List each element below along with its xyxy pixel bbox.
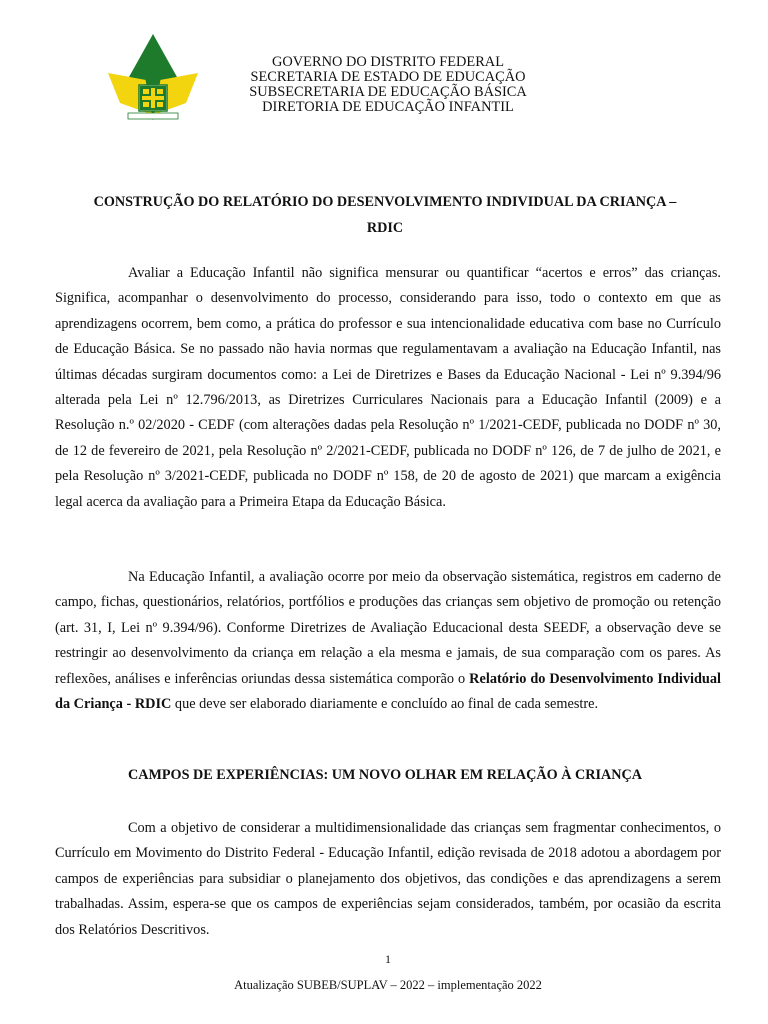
paragraph-2-text-after: que deve ser elaborado diariamente e concluído ao final de cada semestre. [171, 696, 599, 713]
document-title [55, 189, 715, 241]
paragraph-1-text: Avaliar a Educação Infantil não significa mensurar ou quantificar “acertos e erros” das crianças. Significa, acompanhar o desenvolvimento do processo, considerando para isso, todo o contexto em que as aprendizagens ocorrem, bem como, a prática do professor e sua intencionalidade educativa com base no Currículo de Educação Básica. Se no passado não havia normas que regulamentavam a avaliação na Educação Infantil, nas últimas décadas surgiram documentos como: a Lei de Diretrizes e Bases da Educação Nacional - Lei nº 9.394/96 alterada pela Lei nº 12.796/2013, as Diretrizes Curriculares Nacionais para a Educação Infantil (2009) e a Resolução n.º 02/2020 - CEDF (com alterações dadas pela Resolução nº 1/2021-CEDF, publicada no DODF nº 30, de 12 de fevereiro de 2021, pela Resolução nº 2/2021-CEDF, publicada no DODF nº 126, de 7 de julho de 2021, e pela Resolução nº 3/2021-CEDF, publicada no DODF nº 158, de 20 de agosto de 2021) que marcam a exigência legal acerca da avaliação para a Primeira Etapa da Educação Básica. [55, 265, 721, 510]
page-footer: Atualização SUBEB/SUPLAV – 2022 – implementação 2022 [234, 978, 542, 992]
page-number: 1 [385, 952, 391, 966]
rdic-bold-term: Relatório do Desenvolvimento Individual da Criança - RDIC [55, 670, 722, 713]
paragraph-3-text: Com a objetivo de considerar a multidimensionalidade das crianças sem fragmentar conhecimentos, o Currículo em Movimento do Distrito Federal - Educação Infantil, edição revisada de 2018 adotou a abordagem por campos de experiências para subsidiar o planejamento dos objetivos, das condições e das aprendizagens a serem trabalhadas. Assim, espera-se que os campos de experiências sejam considerados, também, por ocasião da escrita dos Relatórios Descritivos. [55, 820, 721, 938]
federal-district-emblem-icon [106, 33, 200, 121]
section-heading: CAMPOS DE EXPERIÊNCIAS: UM NOVO OLHAR EM RELAÇÃO À CRIANÇA [127, 767, 643, 783]
paragraph-observation [55, 565, 721, 717]
header-line-directorate: DIRETORIA DE EDUCAÇÃO INFANTIL [262, 99, 514, 115]
header-line-secretariat: SECRETARIA DE ESTADO DE EDUCAÇÃO [250, 69, 526, 85]
paragraph-2-text-before: Na Educação Infantil, a avaliação ocorre por meio da observação sistemática, registros em caderno de campo, fichas, questionários, relatórios, portfólios e produções das crianças sem objetivo de promoção ou retenção (art. 31, I, Lei nº 9.394/96). Conforme Diretrizes de Avaliação Educacional desta SEEDF, a observação deve se restringir ao desenvolvimento da criança em relação a ela mesma e jamais, de sua comparação com os pares. As reflexões, análises e inferências oriundas dessa sistemática comporão o [55, 569, 721, 687]
institution-header [230, 55, 546, 115]
paragraph-evaluation [55, 261, 721, 515]
title-line-1: CONSTRUÇÃO DO RELATÓRIO DO DESENVOLVIMENTO INDIVIDUAL DA CRIANÇA – [93, 194, 677, 210]
title-line-2: RDIC [366, 220, 404, 236]
header-line-subsecretariat: SUBSECRETARIA DE EDUCAÇÃO BÁSICA [249, 84, 527, 100]
header-line-government: GOVERNO DO DISTRITO FEDERAL [272, 54, 504, 70]
paragraph-experience-fields [55, 816, 721, 943]
